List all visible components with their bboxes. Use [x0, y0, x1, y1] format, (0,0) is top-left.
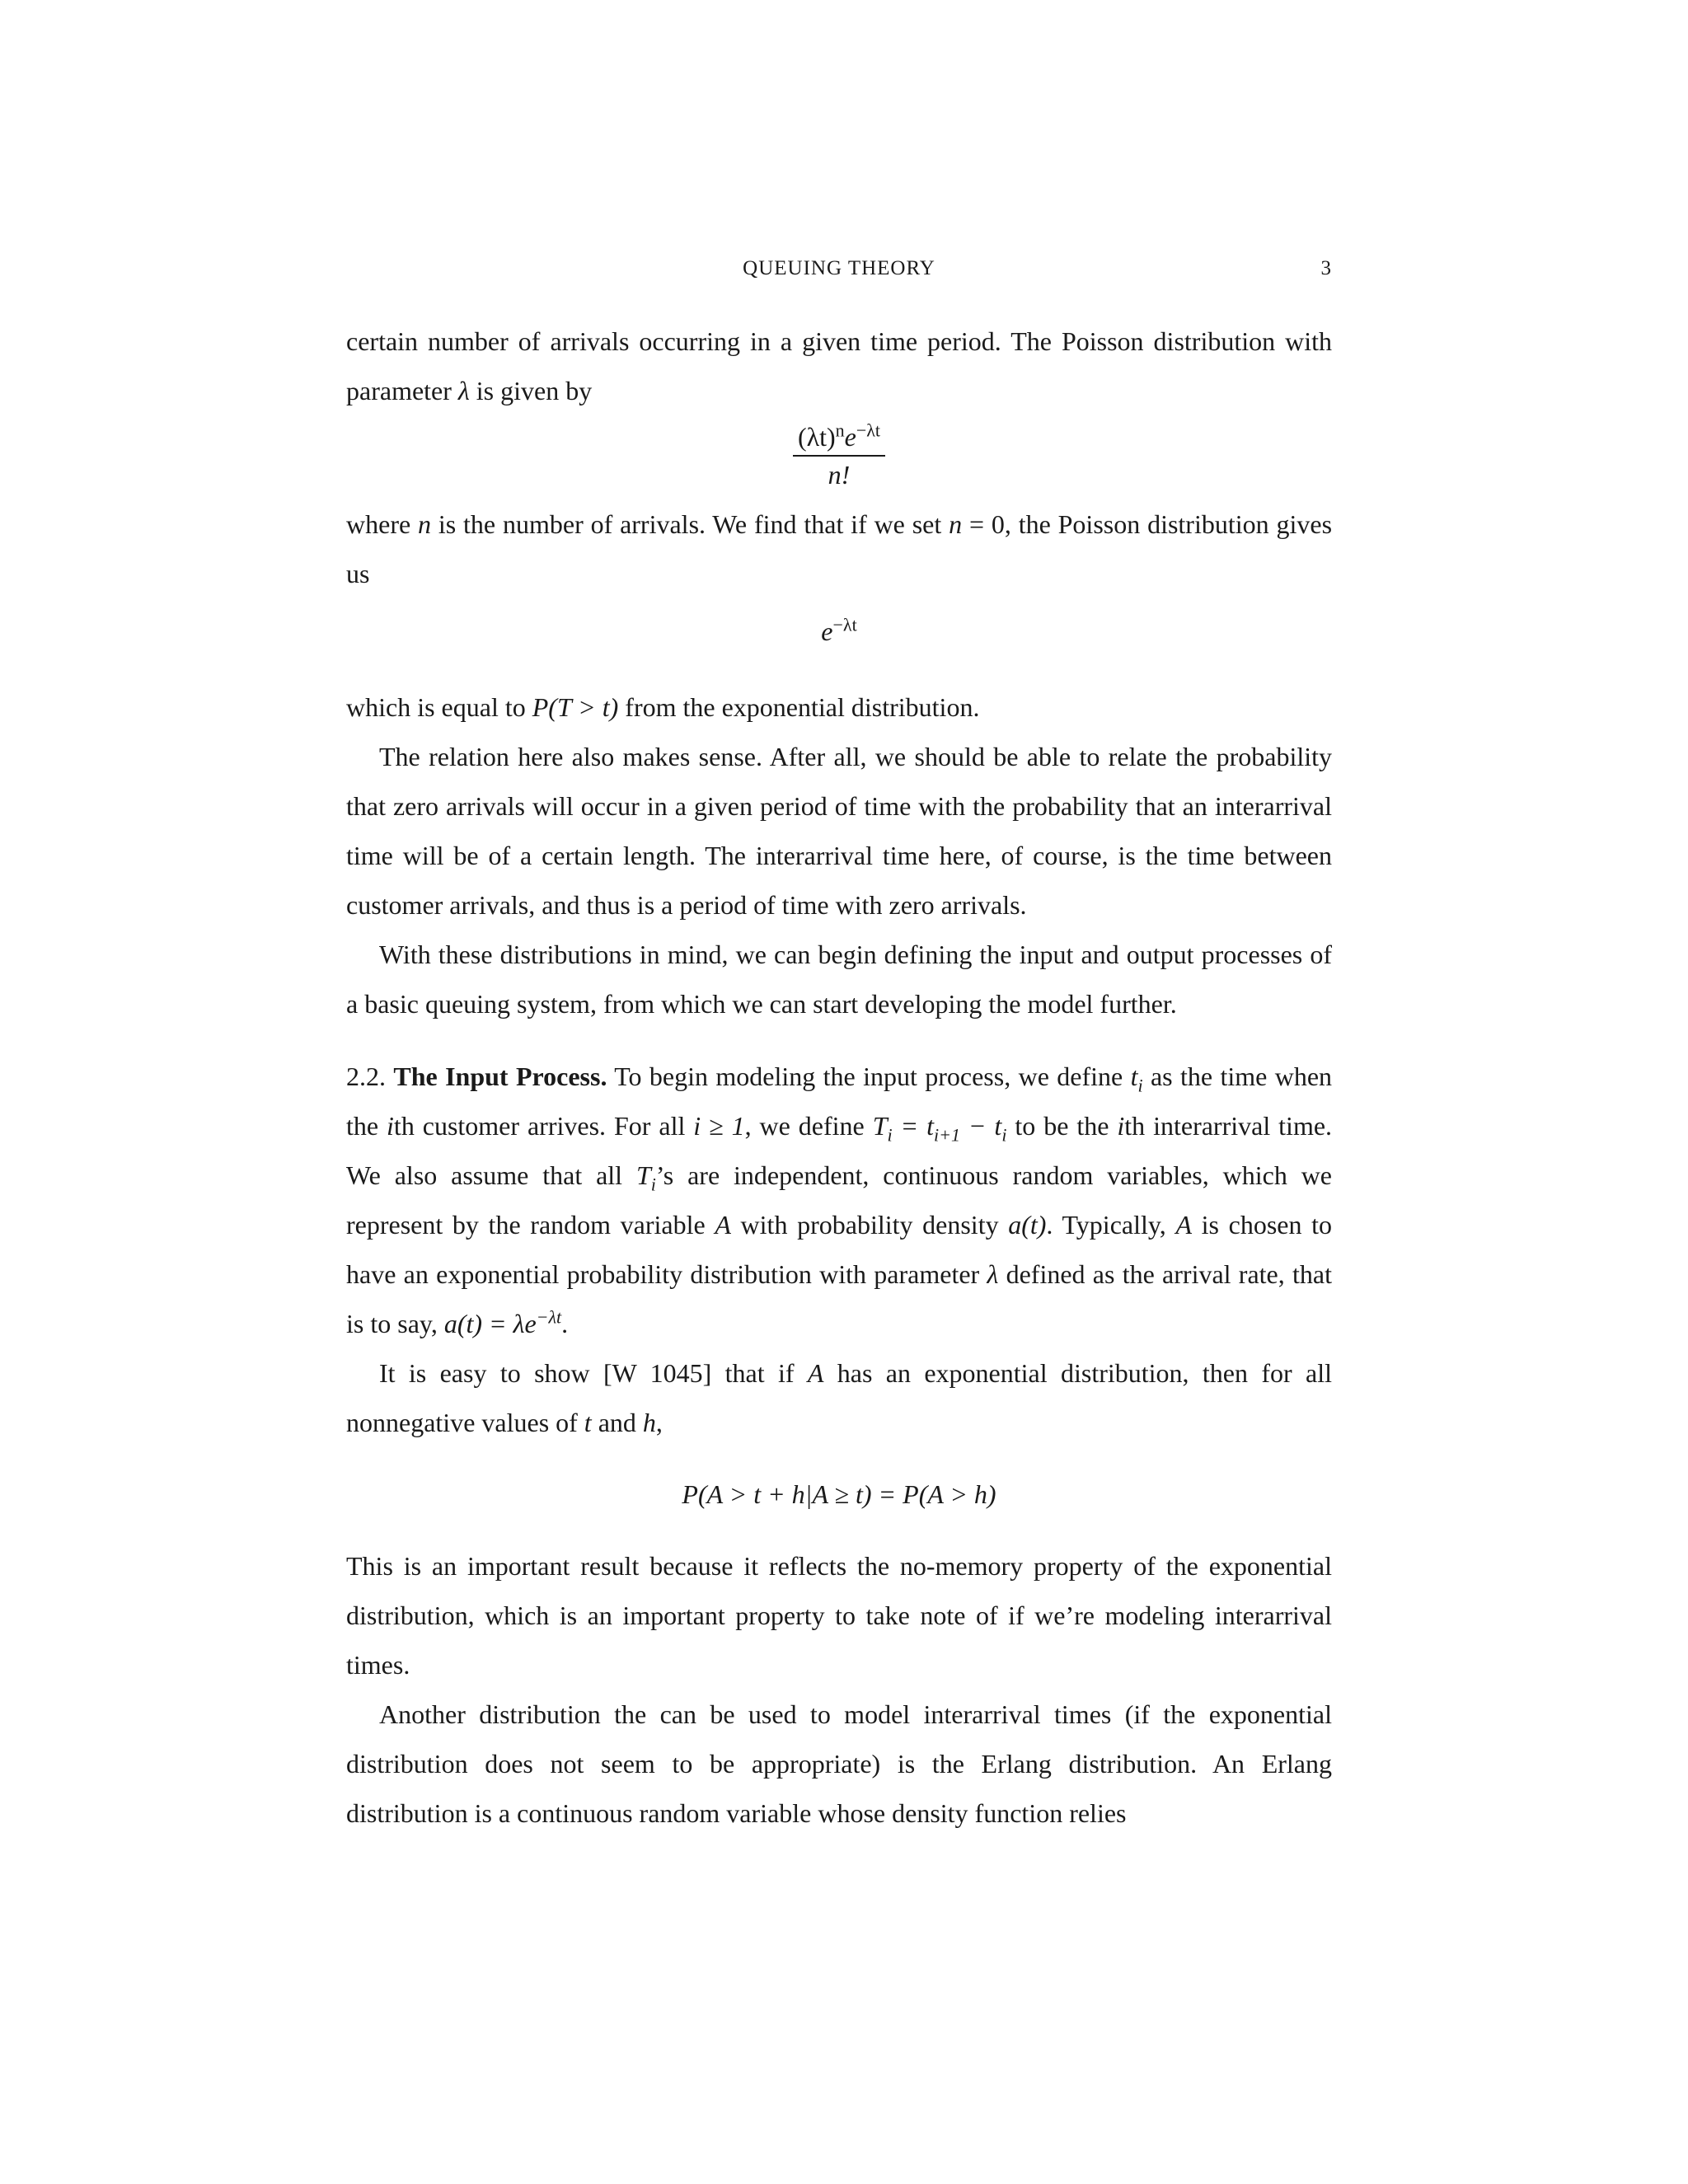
running-header	[346, 257, 1332, 290]
running-title: QUEUING THEORY	[743, 257, 935, 279]
paragraph: With these distributions in mind, we can begin defining the input and output processes of a basic queuing system, from which we can start developing the model further.	[346, 940, 1332, 1019]
paragraph: This is an important result because it reflects the no-memory property of the exponential distribution, which is an important property to take note of if we’re modeling interarrival times.	[346, 1551, 1332, 1680]
paragraph: which is equal to P(T > t) from the exponential distribution.	[346, 692, 980, 722]
section-spacer	[346, 1029, 1332, 1052]
equation-memoryless: P(A > t + h|A ≥ t) = P(A > h)	[682, 1479, 996, 1509]
equation-poisson: $\frac{(\lambda t)^ne^{-\lambda t}}{n!}$	[346, 415, 1332, 499]
section-paragraph: 2.2. The Input Process. To begin modeling the input process, we define $t_i$ as the time when the ith customer arrives. For all i ≥ 1, we define $T_i = t_{i+1} - t_i$ to be the ith interarrival time. We also assume that all $T_i’s$ are independent, continuous random variables, which we represent by the random variable A with probability density a(t). Typically, A is chosen to have an exponential probability distribution with parameter λ defined as the arrival rate, that is to say, $a(t) = \lambda e^{-\lambda t}$.	[346, 1062, 1333, 1338]
paragraph: The relation here also makes sense. After all, we should be able to relate the probability that zero arrivals will occur in a given period of time with the probability that an interarrival time will be of a certain length. The interarrival time here, of course, is the time between customer arrivals, and thus is a period of time with zero arrivals.	[346, 742, 1332, 920]
page-number: 3	[1320, 257, 1332, 279]
section-number: 2.2.	[346, 1062, 394, 1091]
paragraph: where n is the number of arrivals. We find that if we set n = 0, the Poisson distribution gives us	[346, 509, 1333, 588]
paragraph: certain number of arrivals occurring in a given time period. The Poisson distribution with parameter λ is given by	[346, 326, 1332, 405]
paragraph: It is easy to show [W 1045] that if A has an exponential distribution, then for all nonnegative values of t and h,	[346, 1358, 1333, 1437]
equation-exponential: $e^{-\lambda t}$	[821, 614, 857, 646]
body-text	[346, 316, 1332, 1838]
document-page	[346, 0, 1332, 2184]
paragraph: Another distribution the can be used to model interarrival times (if the exponential distribution does not seem to be appropriate) is the Erlang distribution. An Erlang distribution is a continuous random variable whose density function relies	[346, 1699, 1332, 1828]
section-title: The Input Process.	[393, 1062, 607, 1091]
